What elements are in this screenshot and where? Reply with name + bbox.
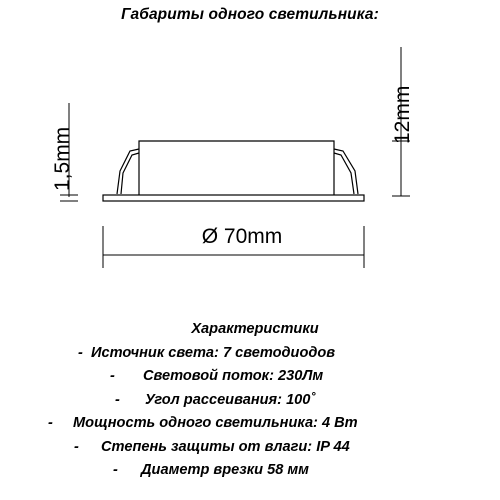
spec-dash: - bbox=[110, 368, 115, 384]
specifications-block bbox=[0, 318, 500, 483]
spec-item bbox=[0, 459, 500, 483]
spec-dash: - bbox=[48, 415, 53, 431]
spec-dash: - bbox=[113, 462, 118, 478]
left-spring-clip bbox=[117, 149, 139, 194]
spec-dash: - bbox=[74, 438, 79, 455]
lamp-base-plate bbox=[103, 195, 364, 201]
spec-text: Степень защиты от влаги: IP 44 bbox=[101, 438, 350, 455]
right-spring-clip bbox=[334, 149, 358, 194]
spec-dash: - bbox=[78, 344, 83, 361]
spec-text: Угол рассеивания: 100˚ bbox=[145, 391, 316, 408]
spec-text: Световой поток: 230Лм bbox=[143, 368, 324, 384]
spec-item bbox=[0, 412, 500, 436]
spec-item bbox=[0, 436, 500, 460]
spec-item bbox=[0, 365, 500, 389]
height-label-right: 12mm bbox=[391, 85, 414, 144]
specifications-title: Характеристики bbox=[191, 321, 319, 337]
spec-text: Мощность одного светильника: 4 Вт bbox=[73, 415, 358, 431]
diameter-label: Ø 70mm bbox=[201, 225, 283, 248]
page-heading: Габариты одного светильника: bbox=[121, 6, 379, 23]
spec-item bbox=[0, 342, 500, 366]
spec-item bbox=[0, 389, 500, 413]
spec-text: Диаметр врезки 58 мм bbox=[141, 462, 309, 478]
lamp-body-outline bbox=[139, 141, 334, 199]
height-label-left: 1,5mm bbox=[51, 126, 74, 191]
spec-dash: - bbox=[115, 391, 120, 408]
spec-text: Источник света: 7 светодиодов bbox=[91, 344, 336, 361]
